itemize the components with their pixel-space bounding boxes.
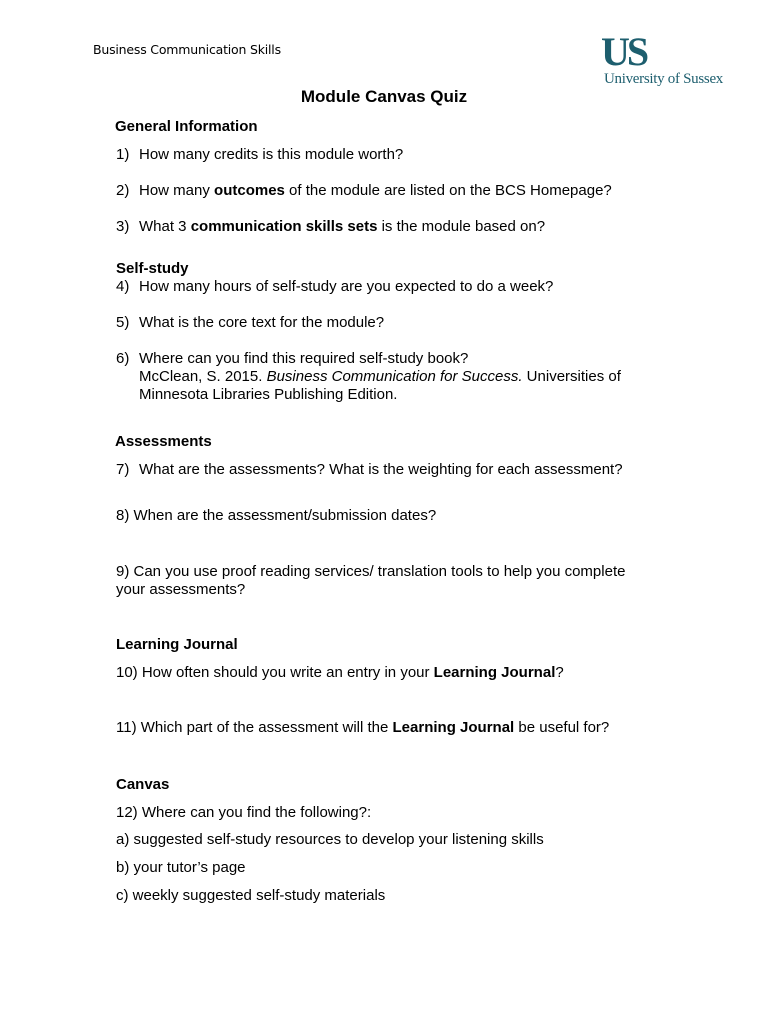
question-text: of the module are listed on the BCS Homepage? xyxy=(284,182,612,199)
logo-mark: US xyxy=(601,29,647,74)
question-text: ? xyxy=(555,664,564,681)
question-text: What are the assessments? What is the weighting for each assessment? xyxy=(139,461,623,478)
question-text: is the module based on? xyxy=(377,218,546,235)
question-6 xyxy=(116,350,468,367)
question-8: 8) When are the assessment/submission dates? xyxy=(116,507,437,524)
book-reference-line-2: Minnesota Libraries Publishing Edition. xyxy=(139,386,398,403)
university-logo xyxy=(600,29,735,90)
question-text: Where can you find this required self-study book? xyxy=(139,350,469,367)
book-reference-line-1 xyxy=(139,368,621,385)
question-text: How many credits is this module worth? xyxy=(139,146,404,163)
question-3 xyxy=(116,218,545,235)
question-number: 7) xyxy=(116,461,130,478)
emphasis: Learning Journal xyxy=(392,719,515,736)
course-header: Business Communication Skills xyxy=(93,42,281,57)
list-item-c: c) weekly suggested self-study materials xyxy=(116,887,386,904)
list-item-b: b) your tutor’s page xyxy=(116,859,246,876)
logo-wordmark: University of Sussex xyxy=(604,71,723,87)
page-title: Module Canvas Quiz xyxy=(300,87,468,106)
emphasis: communication skills sets xyxy=(190,218,378,235)
question-1 xyxy=(116,146,403,163)
section-heading-canvas: Canvas xyxy=(116,776,170,793)
question-number: 2) xyxy=(116,182,130,199)
section-heading-journal: Learning Journal xyxy=(116,636,238,653)
question-text: How many xyxy=(139,182,215,199)
question-12: 12) Where can you find the following?: xyxy=(116,804,372,821)
question-2 xyxy=(116,182,612,199)
question-number: 5) xyxy=(116,314,130,331)
question-11 xyxy=(116,719,609,736)
section-heading-assessments: Assessments xyxy=(115,433,212,450)
section-heading-general: General Information xyxy=(115,118,258,135)
question-text: How many hours of self-study are you expected to do a week? xyxy=(139,278,554,295)
question-7 xyxy=(116,461,623,478)
question-number: 4) xyxy=(116,278,130,295)
emphasis: outcomes xyxy=(214,182,285,199)
question-9-line-2: your assessments? xyxy=(116,581,246,598)
emphasis: Learning Journal xyxy=(433,664,556,681)
question-number: 3) xyxy=(116,218,130,235)
reference-text: McClean, S. 2015. xyxy=(139,368,267,385)
list-item-a: a) suggested self-study resources to develop your listening skills xyxy=(116,831,544,848)
question-text: What is the core text for the module? xyxy=(139,314,385,331)
question-10 xyxy=(116,664,564,681)
question-number: 1) xyxy=(116,146,130,163)
question-number: 6) xyxy=(116,350,130,367)
question-text: 10) How often should you write an entry in your xyxy=(116,664,434,681)
question-5 xyxy=(116,314,384,331)
reference-title: Business Communication for Success. xyxy=(266,368,523,385)
section-heading-selfstudy: Self-study xyxy=(116,260,189,277)
reference-text: Universities of xyxy=(522,368,621,385)
question-text: 11) Which part of the assessment will the xyxy=(116,719,393,736)
question-9-line-1: 9) Can you use proof reading services/ translation tools to help you complete xyxy=(116,563,626,580)
question-4 xyxy=(116,278,553,295)
question-text: be useful for? xyxy=(514,719,610,736)
question-text: What 3 xyxy=(139,218,191,235)
